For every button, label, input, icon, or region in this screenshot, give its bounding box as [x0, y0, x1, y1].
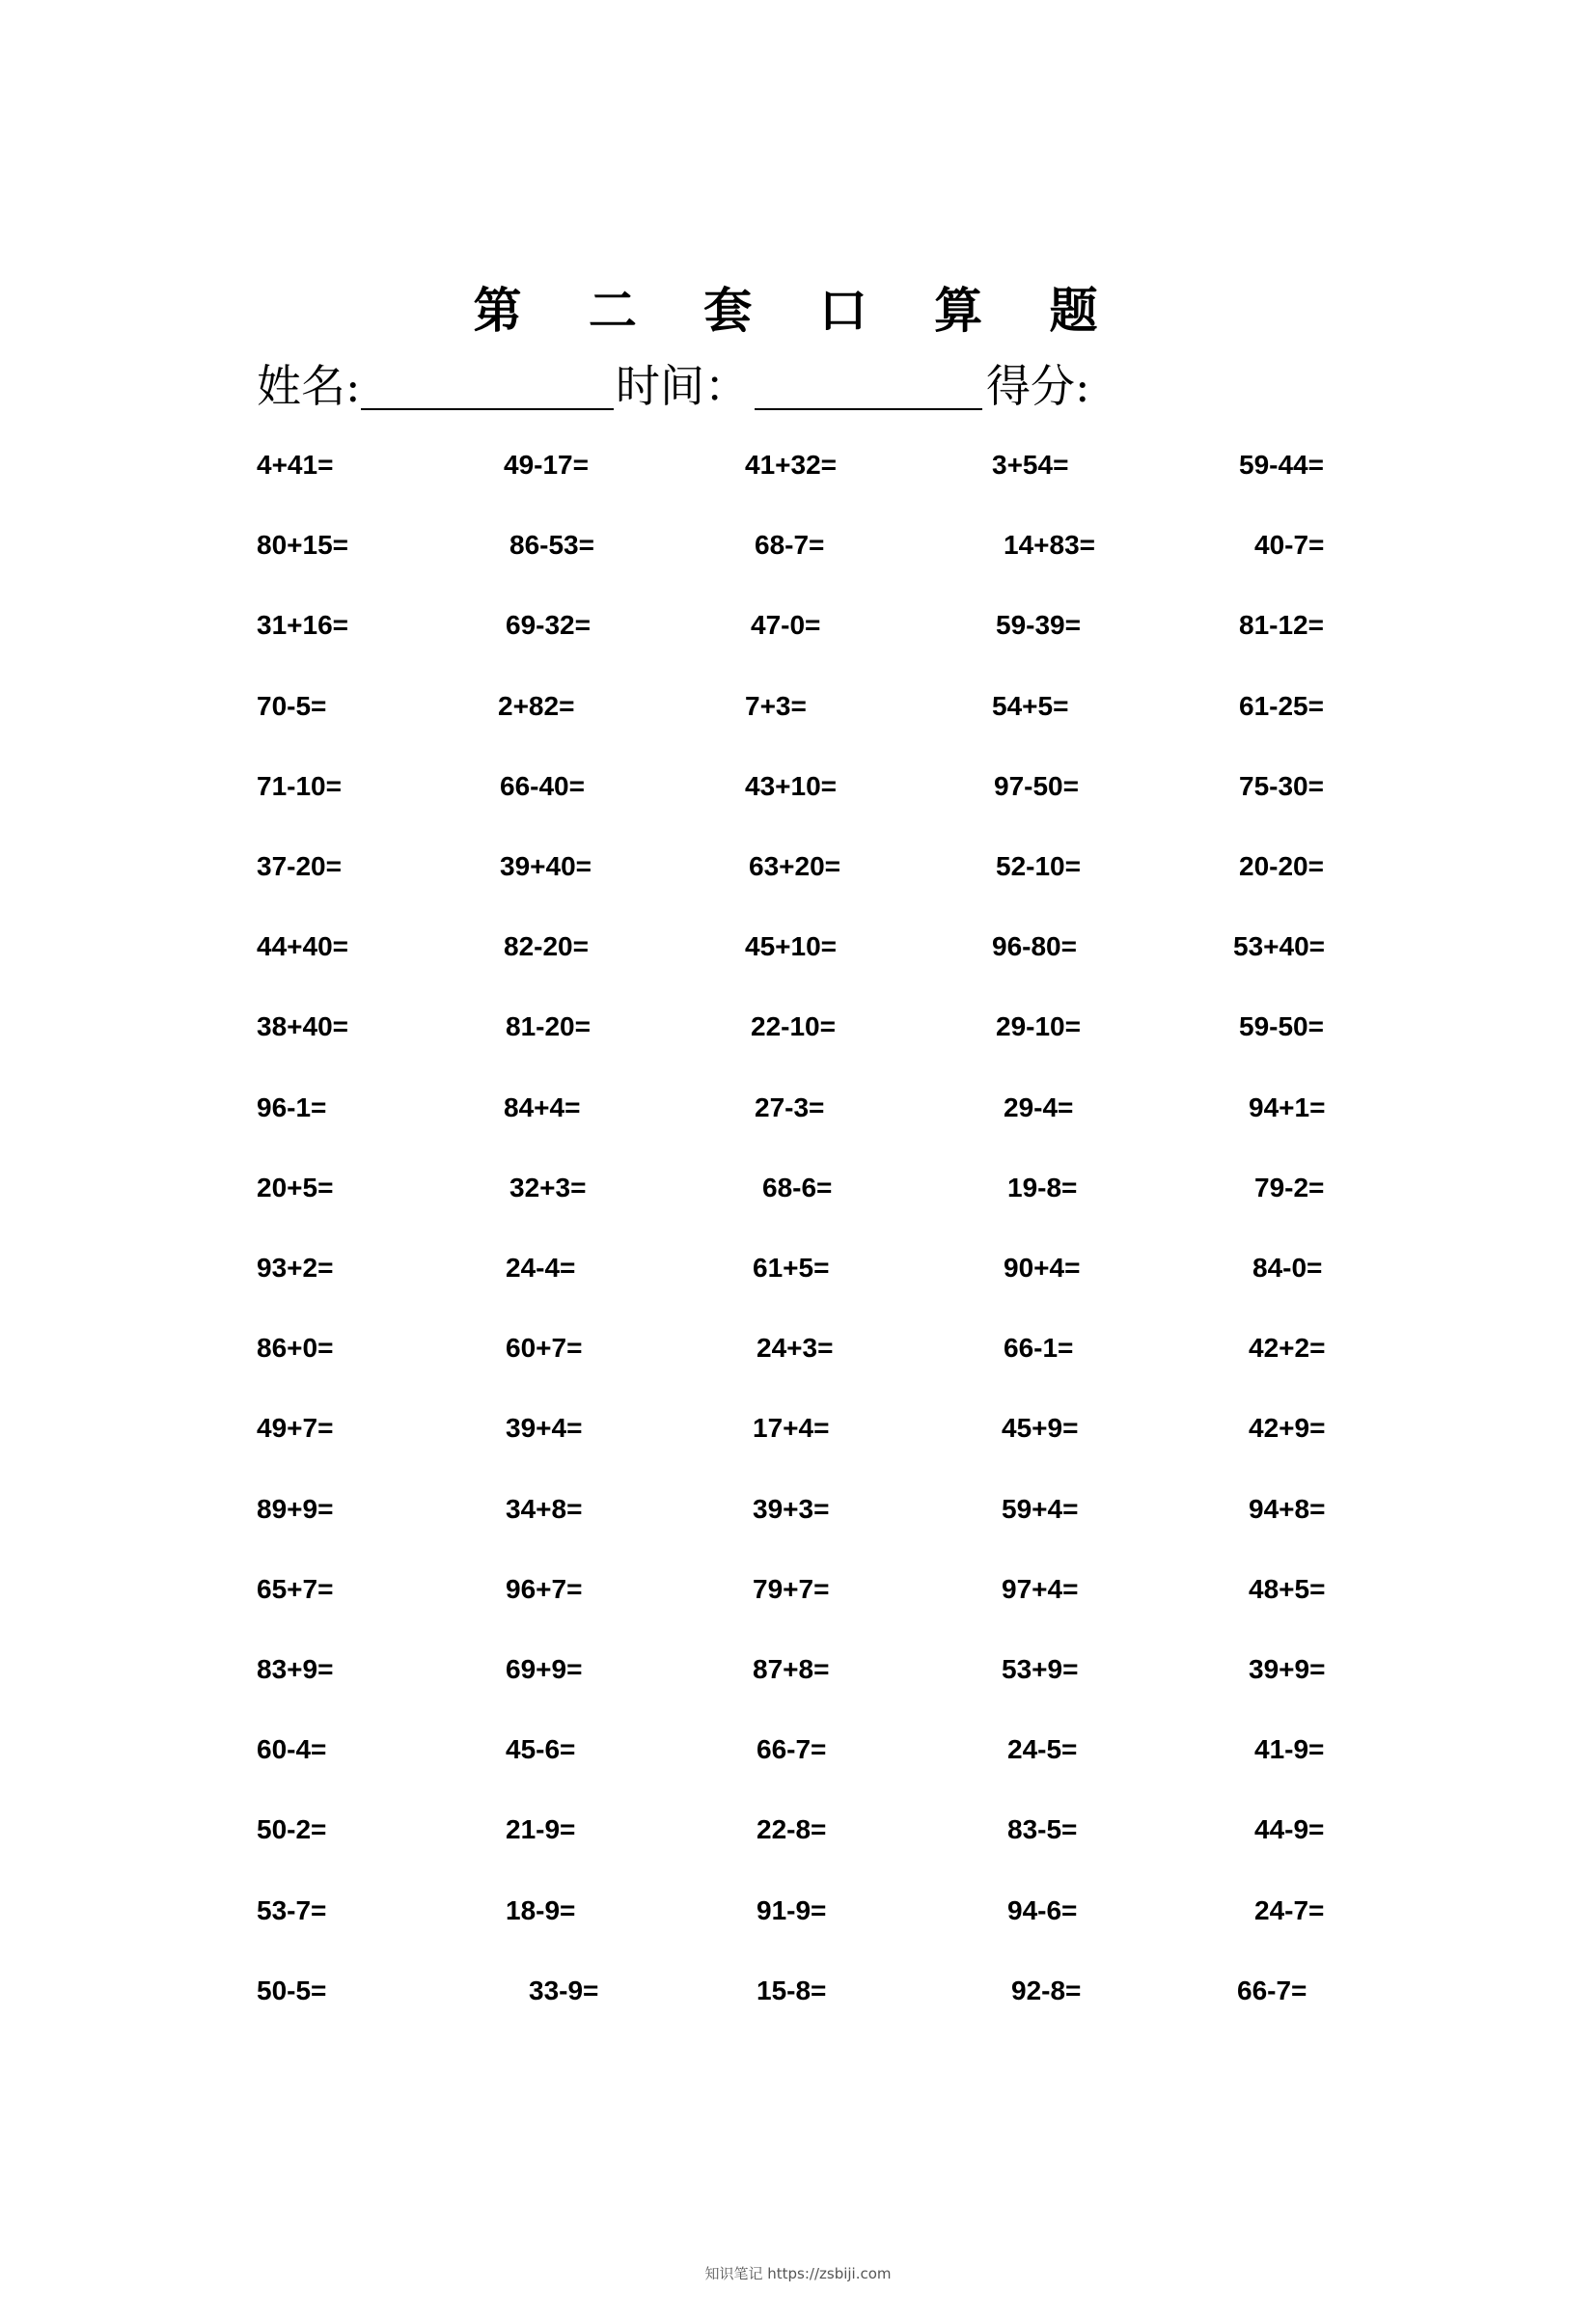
problem-r16-c3: 87+8= — [753, 1654, 830, 1684]
problem-r2-c1: 80+15= — [257, 530, 348, 560]
problem-r6-c2: 39+40= — [500, 851, 592, 881]
problem-r4-c4: 54+5= — [992, 691, 1069, 721]
problem-r15-c4: 97+4= — [1002, 1574, 1079, 1604]
problem-r20-c2: 33-9= — [529, 1976, 599, 2005]
worksheet-title: 第 二 套 口 算 题 — [473, 282, 1123, 339]
time-blank[interactable] — [755, 408, 982, 410]
problem-r20-c4: 92-8= — [1011, 1976, 1082, 2005]
problem-r19-c4: 94-6= — [1007, 1895, 1078, 1925]
problem-r11-c2: 24-4= — [506, 1253, 576, 1283]
problem-r1-c5: 59-44= — [1239, 450, 1324, 480]
problem-r6-c1: 37-20= — [257, 851, 342, 881]
problem-r2-c5: 40-7= — [1254, 530, 1325, 560]
problem-r3-c2: 69-32= — [506, 610, 591, 640]
problem-r17-c2: 45-6= — [506, 1734, 576, 1764]
problem-r7-c5: 53+40= — [1233, 931, 1325, 961]
problem-r16-c2: 69+9= — [506, 1654, 583, 1684]
problem-r4-c2: 2+82= — [498, 691, 575, 721]
problem-r17-c1: 60-4= — [257, 1734, 327, 1764]
problem-r5-c1: 71-10= — [257, 771, 342, 801]
problem-r6-c4: 52-10= — [996, 851, 1081, 881]
problem-r11-c3: 61+5= — [753, 1253, 830, 1283]
problem-r8-c2: 81-20= — [506, 1011, 591, 1041]
problem-r17-c4: 24-5= — [1007, 1734, 1078, 1764]
problem-r9-c4: 29-4= — [1004, 1092, 1074, 1122]
problem-r1-c3: 41+32= — [745, 450, 837, 480]
problem-r2-c3: 68-7= — [755, 530, 825, 560]
problem-r1-c1: 4+41= — [257, 450, 334, 480]
problem-r18-c3: 22-8= — [757, 1814, 827, 1844]
problem-r10-c5: 79-2= — [1254, 1173, 1325, 1202]
problem-r12-c1: 86+0= — [257, 1333, 334, 1363]
problem-r20-c1: 50-5= — [257, 1976, 327, 2005]
problem-r20-c5: 66-7= — [1237, 1976, 1307, 2005]
problem-r7-c4: 96-80= — [992, 931, 1077, 961]
problem-r14-c3: 39+3= — [753, 1494, 830, 1524]
problem-r14-c2: 34+8= — [506, 1494, 583, 1524]
problem-r12-c5: 42+2= — [1249, 1333, 1326, 1363]
problem-r15-c5: 48+5= — [1249, 1574, 1326, 1604]
problem-r4-c1: 70-5= — [257, 691, 327, 721]
problem-r18-c5: 44-9= — [1254, 1814, 1325, 1844]
problem-r18-c1: 50-2= — [257, 1814, 327, 1844]
problem-r3-c1: 31+16= — [257, 610, 348, 640]
problem-r7-c3: 45+10= — [745, 931, 837, 961]
problem-r15-c1: 65+7= — [257, 1574, 334, 1604]
problem-r9-c3: 27-3= — [755, 1092, 825, 1122]
problem-r19-c2: 18-9= — [506, 1895, 576, 1925]
problem-r18-c2: 21-9= — [506, 1814, 576, 1844]
problem-r12-c3: 24+3= — [757, 1333, 834, 1363]
problem-r7-c2: 82-20= — [504, 931, 589, 961]
problem-r19-c3: 91-9= — [757, 1895, 827, 1925]
problem-r14-c1: 89+9= — [257, 1494, 334, 1524]
problem-r9-c1: 96-1= — [257, 1092, 327, 1122]
problem-r8-c3: 22-10= — [751, 1011, 836, 1041]
problem-r16-c1: 83+9= — [257, 1654, 334, 1684]
problem-r20-c3: 15-8= — [757, 1976, 827, 2005]
problem-r8-c1: 38+40= — [257, 1011, 348, 1041]
problem-r18-c4: 83-5= — [1007, 1814, 1078, 1844]
problem-r19-c5: 24-7= — [1254, 1895, 1325, 1925]
problem-r11-c5: 84-0= — [1252, 1253, 1323, 1283]
problem-r9-c2: 84+4= — [504, 1092, 581, 1122]
problem-r4-c5: 61-25= — [1239, 691, 1324, 721]
problem-r10-c2: 32+3= — [509, 1173, 587, 1202]
problem-r8-c4: 29-10= — [996, 1011, 1081, 1041]
problem-r5-c4: 97-50= — [994, 771, 1079, 801]
problem-r11-c1: 93+2= — [257, 1253, 334, 1283]
problem-r10-c1: 20+5= — [257, 1173, 334, 1202]
problem-r8-c5: 59-50= — [1239, 1011, 1324, 1041]
problem-r5-c2: 66-40= — [500, 771, 585, 801]
problem-r11-c4: 90+4= — [1004, 1253, 1081, 1283]
problem-r6-c3: 63+20= — [749, 851, 840, 881]
problem-r15-c2: 96+7= — [506, 1574, 583, 1604]
problem-r17-c5: 41-9= — [1254, 1734, 1325, 1764]
problem-r13-c5: 42+9= — [1249, 1413, 1326, 1443]
problem-r2-c4: 14+83= — [1004, 530, 1095, 560]
problem-r12-c4: 66-1= — [1004, 1333, 1074, 1363]
name-label: 姓名: — [257, 360, 361, 412]
problem-r13-c3: 17+4= — [753, 1413, 830, 1443]
problem-r17-c3: 66-7= — [757, 1734, 827, 1764]
problem-r1-c4: 3+54= — [992, 450, 1069, 480]
problem-r16-c5: 39+9= — [1249, 1654, 1326, 1684]
problem-r10-c3: 68-6= — [762, 1173, 833, 1202]
score-label: 得分: — [986, 360, 1090, 412]
problem-r2-c2: 86-53= — [509, 530, 594, 560]
problem-r13-c1: 49+7= — [257, 1413, 334, 1443]
problem-r9-c5: 94+1= — [1249, 1092, 1326, 1122]
problem-r3-c4: 59-39= — [996, 610, 1081, 640]
problem-r14-c5: 94+8= — [1249, 1494, 1326, 1524]
problem-r5-c3: 43+10= — [745, 771, 837, 801]
problem-r19-c1: 53-7= — [257, 1895, 327, 1925]
problem-r6-c5: 20-20= — [1239, 851, 1324, 881]
problem-r15-c3: 79+7= — [753, 1574, 830, 1604]
footer-watermark: 知识笔记 https://zsbiji.com — [704, 2265, 892, 2282]
time-label: 时间： — [616, 360, 749, 412]
problem-r16-c4: 53+9= — [1002, 1654, 1079, 1684]
problem-r5-c5: 75-30= — [1239, 771, 1324, 801]
problem-r13-c4: 45+9= — [1002, 1413, 1079, 1443]
problem-r14-c4: 59+4= — [1002, 1494, 1079, 1524]
problem-r3-c3: 47-0= — [751, 610, 821, 640]
problem-r13-c2: 39+4= — [506, 1413, 583, 1443]
problem-r3-c5: 81-12= — [1239, 610, 1324, 640]
problem-r4-c3: 7+3= — [745, 691, 807, 721]
problem-r1-c2: 49-17= — [504, 450, 589, 480]
name-blank[interactable] — [361, 408, 614, 410]
problem-r7-c1: 44+40= — [257, 931, 348, 961]
problem-r12-c2: 60+7= — [506, 1333, 583, 1363]
problem-r10-c4: 19-8= — [1007, 1173, 1078, 1202]
